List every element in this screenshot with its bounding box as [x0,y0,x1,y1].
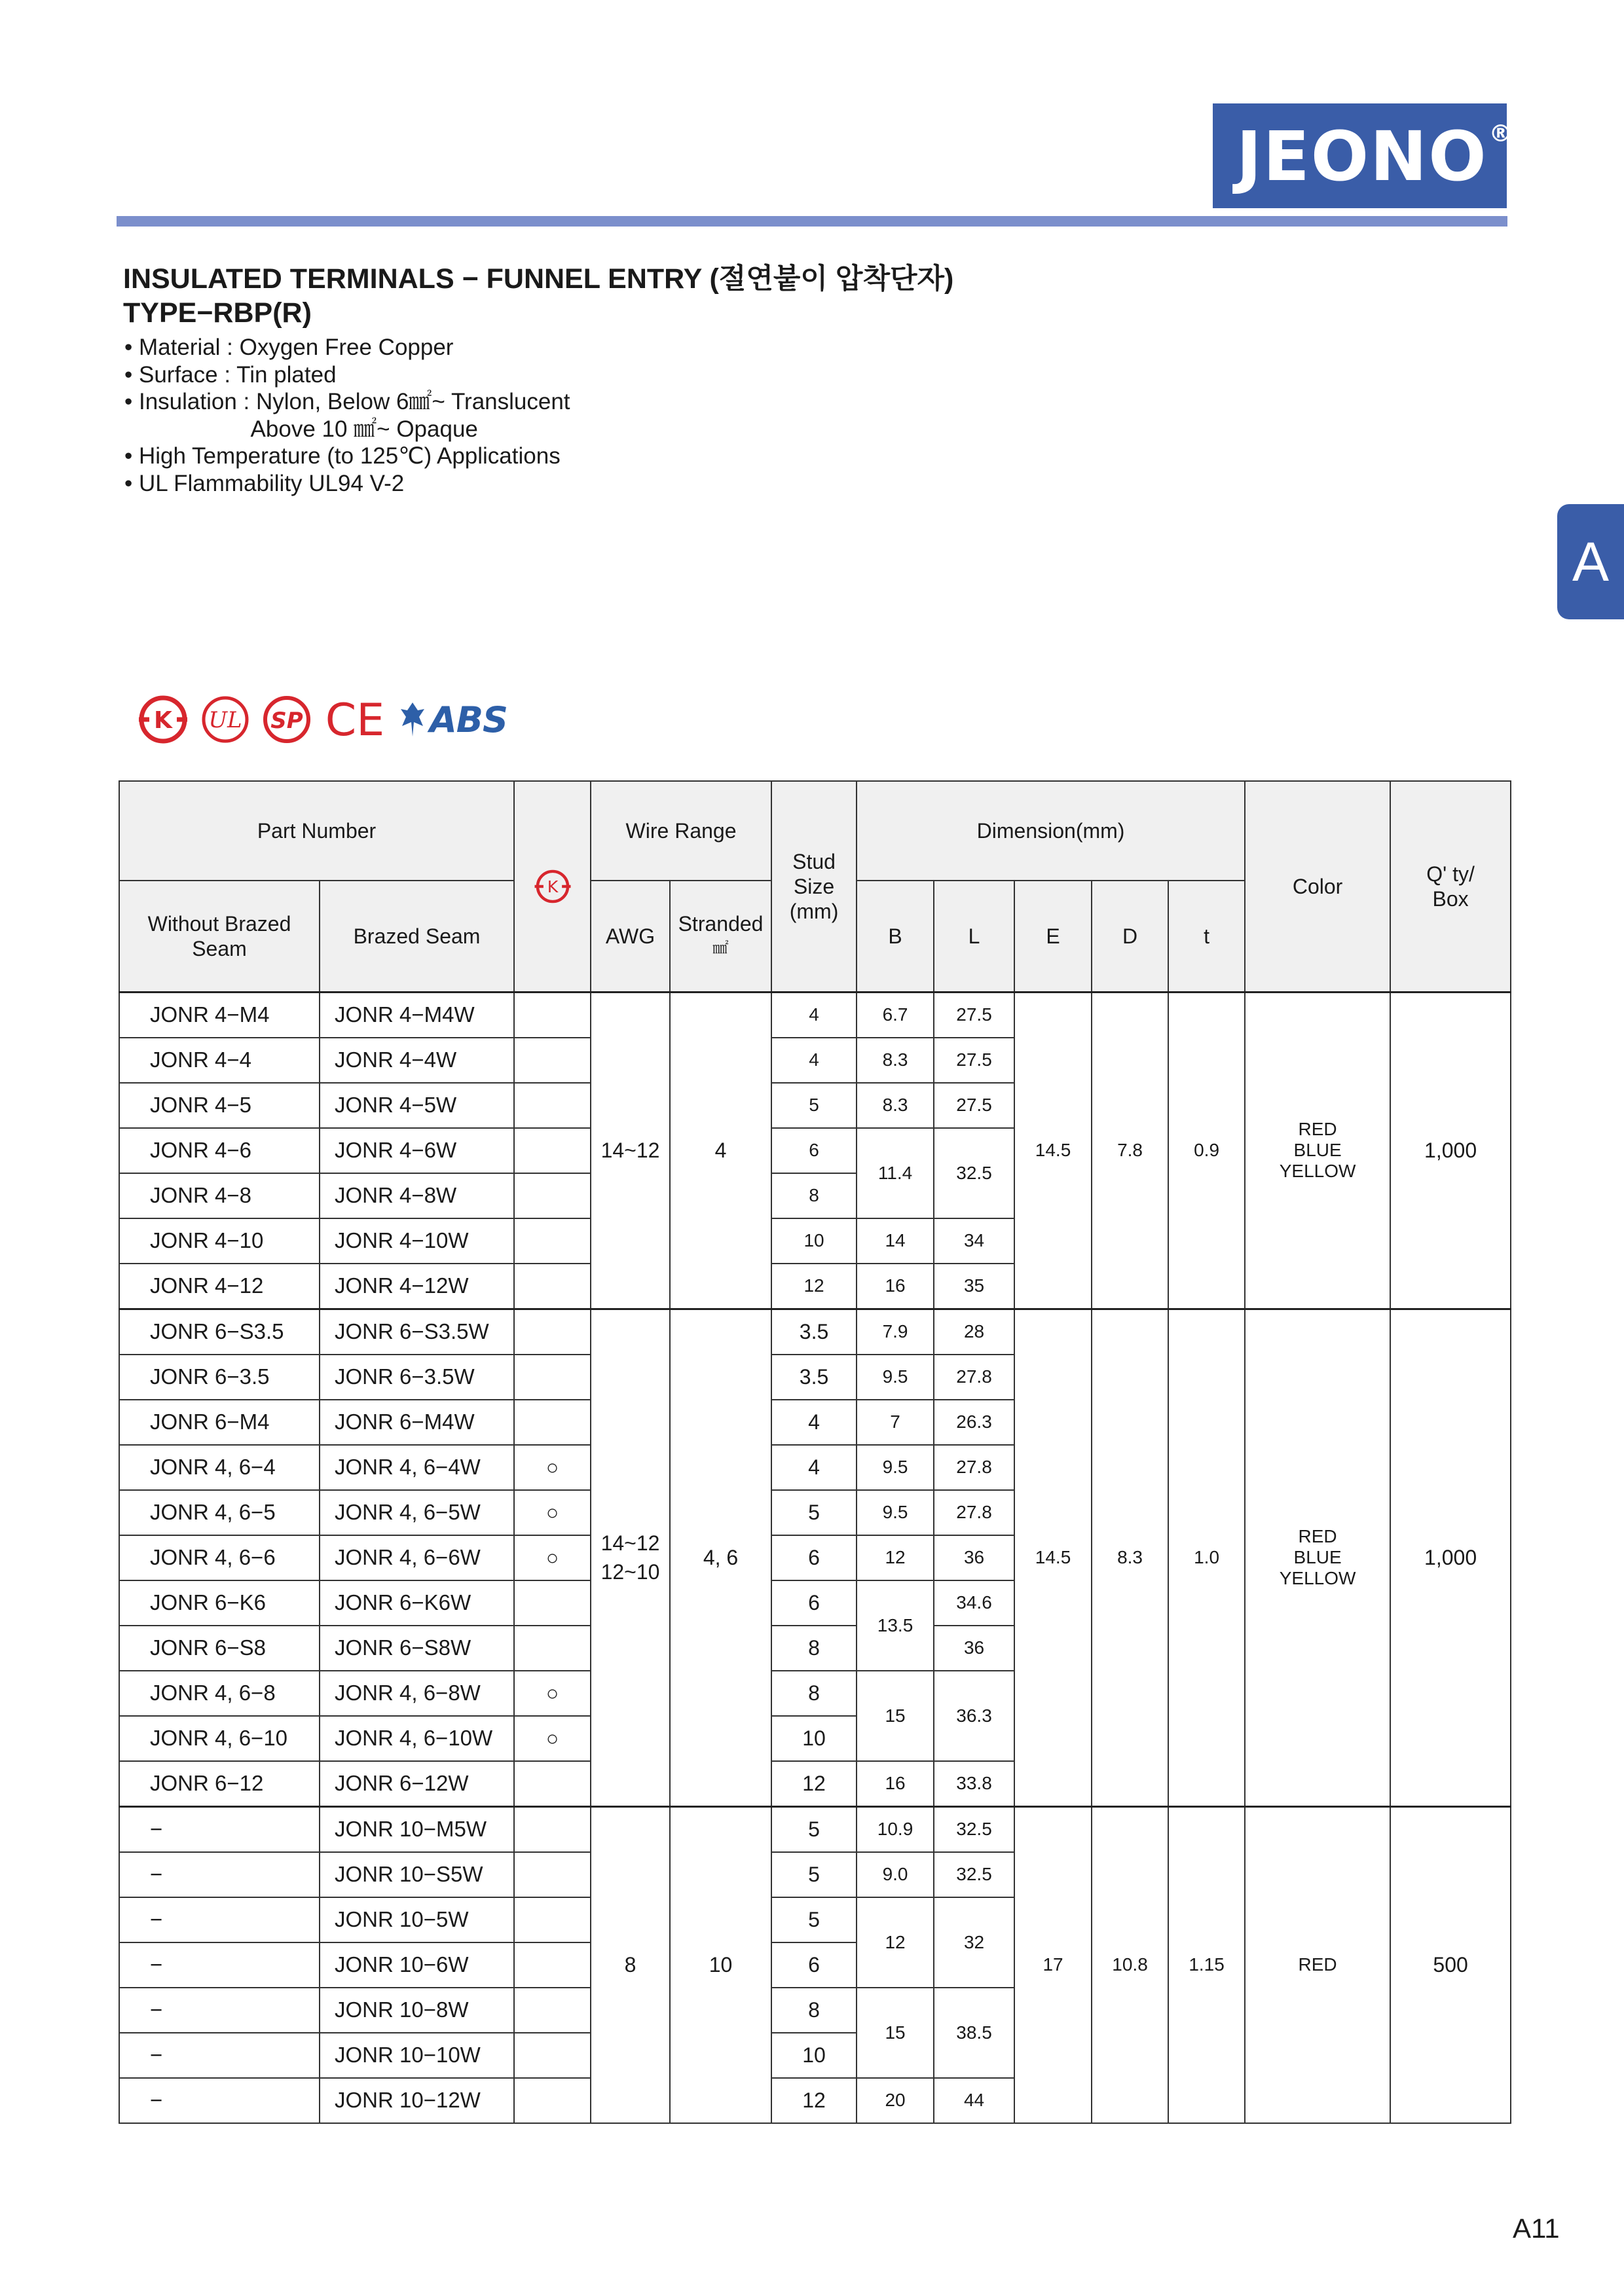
kc-cell [514,1038,591,1083]
kc-cell: ○ [514,1671,591,1716]
part-brazed-seam: JONR 4, 6−8W [320,1671,514,1716]
kc-cell [514,1626,591,1671]
product-table [119,780,1511,2124]
stud-size-cell: 4 [771,1400,857,1445]
color-value: YELLOW [1279,1161,1356,1181]
stranded-cell: 4 [670,992,771,1309]
kc-cell [514,1128,591,1173]
color-value: RED [1298,1954,1337,1975]
brazed-seam-header: Brazed Seam [320,881,514,992]
part-without-brazed: JONR 6−3.5 [119,1355,320,1400]
dim-e-cell: 14.5 [1014,992,1092,1309]
part-brazed-seam: JONR 4−6W [320,1128,514,1173]
dim-l-cell: 44 [934,2078,1014,2123]
stud-size-cell: 10 [771,1716,857,1761]
stud-size-cell: 3.5 [771,1309,857,1355]
stud-size-cell: 6 [771,1942,857,1988]
dim-t-header: t [1168,881,1245,992]
color-header: Color [1245,781,1390,992]
dim-l-cell: 38.5 [934,1988,1014,2078]
brand-logo [1213,103,1514,208]
dim-d-header: D [1092,881,1168,992]
spec-item: • Insulation : Nylon, Below 6㎟~ Translucent [124,389,570,414]
ul-mark-icon [200,695,250,744]
color-value: RED [1298,1526,1337,1546]
part-brazed-seam: JONR 10−S5W [320,1852,514,1897]
part-without-brazed: JONR 6−S8 [119,1626,320,1671]
dim-l-cell: 32 [934,1897,1014,1988]
title-line-1: INSULATED TERMINALS − FUNNEL ENTRY (절연붙이 압착단자) [123,263,954,295]
part-without-brazed: JONR 6−S3.5 [119,1309,320,1355]
dim-b-cell: 9.5 [857,1490,934,1535]
part-without-brazed: JONR 4−6 [119,1128,320,1173]
stud-size-cell: 8 [771,1173,857,1218]
dim-b-cell: 9.5 [857,1355,934,1400]
part-without-brazed: JONR 4, 6−10 [119,1716,320,1761]
spec-list [124,334,570,497]
stud-size-cell: 3.5 [771,1355,857,1400]
part-without-brazed: − [119,1806,320,1852]
stud-size-cell: 8 [771,1671,857,1716]
eagle-icon [398,700,427,739]
part-brazed-seam: JONR 4−8W [320,1173,514,1218]
dim-b-cell: 9.0 [857,1852,934,1897]
dim-b-cell: 8.3 [857,1083,934,1128]
dim-e-cell: 17 [1014,1806,1092,2123]
dim-l-cell: 36.3 [934,1671,1014,1761]
awg-cell: 14~12 [591,992,670,1309]
kc-cell: ○ [514,1535,591,1580]
dim-b-cell: 20 [857,2078,934,2123]
dim-l-cell: 26.3 [934,1400,1014,1445]
dim-l-cell: 33.8 [934,1761,1014,1807]
stud-size-cell: 12 [771,2078,857,2123]
part-without-brazed: JONR 4−M4 [119,992,320,1038]
dim-b-cell: 15 [857,1671,934,1761]
dim-l-cell: 34 [934,1218,1014,1264]
dim-d-cell: 7.8 [1092,992,1168,1309]
part-brazed-seam: JONR 6−K6W [320,1580,514,1626]
part-without-brazed: JONR 4−10 [119,1218,320,1264]
page-title [123,262,953,330]
abs-mark [398,699,507,740]
spec-item: • High Temperature (to 125℃) Applications [124,443,561,469]
stud-size-cell: 8 [771,1626,857,1671]
page-number: A11 [1513,2213,1560,2244]
dim-l-cell: 34.6 [934,1580,1014,1626]
part-brazed-seam: JONR 6−S3.5W [320,1309,514,1355]
stranded-header [670,881,771,992]
qty-label: Q' ty/ [1426,862,1475,886]
stud-size-cell: 5 [771,1490,857,1535]
abs-mark-label: ABS [430,699,507,740]
dim-b-header: B [857,881,934,992]
ce-mark-icon [323,695,386,744]
color-value: RED [1298,1119,1337,1139]
part-without-brazed: − [119,1988,320,2033]
kc-cell [514,1355,591,1400]
kc-cell [514,1852,591,1897]
dim-b-cell: 8.3 [857,1038,934,1083]
part-without-brazed: JONR 6−12 [119,1761,320,1807]
dim-d-cell: 10.8 [1092,1806,1168,2123]
part-brazed-seam: JONR 10−M5W [320,1806,514,1852]
kc-column-header [514,781,591,992]
qty-unit: Box [1432,886,1469,911]
part-without-brazed: − [119,1897,320,1942]
dim-b-cell: 12 [857,1535,934,1580]
part-brazed-seam: JONR 4, 6−6W [320,1535,514,1580]
kc-cell [514,2078,591,2123]
part-brazed-seam: JONR 10−6W [320,1942,514,1988]
stud-size-cell: 10 [771,2033,857,2078]
dim-b-cell: 6.7 [857,992,934,1038]
color-cell [1245,992,1390,1309]
part-brazed-seam: JONR 4−5W [320,1083,514,1128]
part-without-brazed: JONR 4−4 [119,1038,320,1083]
kc-cell: ○ [514,1445,591,1490]
dim-l-cell: 27.8 [934,1445,1014,1490]
spec-item: • UL Flammability UL94 V-2 [124,470,405,496]
kc-cell: ○ [514,1716,591,1761]
part-brazed-seam: JONR 10−8W [320,1988,514,2033]
kc-cell [514,1400,591,1445]
certification-marks [138,693,507,746]
ul-mark-label: UL [208,707,242,733]
part-without-brazed: JONR 4−12 [119,1264,320,1309]
dim-l-cell: 32.5 [934,1806,1014,1852]
dim-b-cell: 7 [857,1400,934,1445]
kc-mark-label: K [154,707,172,734]
title-line-2: TYPE−RBP(R) [123,297,312,329]
part-without-brazed: JONR 4−8 [119,1173,320,1218]
dim-e-cell: 14.5 [1014,1309,1092,1806]
dim-b-cell: 16 [857,1761,934,1807]
dim-b-cell: 10.9 [857,1806,934,1852]
stud-size-cell: 6 [771,1128,857,1173]
color-cell [1245,1806,1390,2123]
stud-size-cell: 6 [771,1535,857,1580]
kc-cell [514,1173,591,1218]
part-without-brazed: − [119,2033,320,2078]
dimension-header: Dimension(mm) [857,781,1245,881]
part-brazed-seam: JONR 10−12W [320,2078,514,2123]
qty-cell: 1,000 [1390,1309,1511,1806]
stranded-label: Stranded [678,911,764,936]
spec-item: • Surface : Tin plated [124,361,337,388]
kc-cell [514,1218,591,1264]
dim-e-header: E [1014,881,1092,992]
qty-cell: 500 [1390,1806,1511,2123]
dim-l-cell: 36 [934,1535,1014,1580]
awg-cell: 8 [591,1806,670,2123]
stud-size-cell: 5 [771,1897,857,1942]
stud-size-label: Stud Size [792,849,836,898]
kc-cell [514,1897,591,1942]
stud-size-unit: (mm) [789,899,839,923]
awg-cell: 14~12 12~10 [591,1309,670,1806]
stud-size-cell: 8 [771,1988,857,2033]
csa-mark-icon [262,695,312,744]
stud-size-cell: 5 [771,1083,857,1128]
color-value: BLUE [1293,1140,1342,1160]
dim-l-cell: 27.8 [934,1490,1014,1535]
kc-cell [514,1761,591,1807]
part-brazed-seam: JONR 4−12W [320,1264,514,1309]
kc-cell [514,1942,591,1988]
kc-cell [514,2033,591,2078]
part-brazed-seam: JONR 6−3.5W [320,1355,514,1400]
part-brazed-seam: JONR 4−4W [320,1038,514,1083]
dim-b-cell: 14 [857,1218,934,1264]
kc-mark-icon [138,694,189,745]
stranded-cell: 10 [670,1806,771,2123]
table-row [119,992,1511,1038]
part-brazed-seam: JONR 6−12W [320,1761,514,1807]
part-without-brazed: JONR 6−M4 [119,1400,320,1445]
part-without-brazed: JONR 6−K6 [119,1580,320,1626]
part-brazed-seam: JONR 6−M4W [320,1400,514,1445]
dim-l-cell: 36 [934,1626,1014,1671]
kc-cell [514,1083,591,1128]
dim-b-cell: 13.5 [857,1580,934,1671]
color-cell [1245,1309,1390,1806]
part-without-brazed: − [119,1852,320,1897]
part-without-brazed: − [119,2078,320,2123]
stranded-cell: 4, 6 [670,1309,771,1806]
part-brazed-seam: JONR 4−M4W [320,992,514,1038]
dim-l-cell: 35 [934,1264,1014,1309]
section-tab[interactable]: A [1557,504,1624,619]
stud-size-cell: 5 [771,1852,857,1897]
table-row [119,1806,1511,1852]
kc-cell: ○ [514,1490,591,1535]
part-without-brazed: − [119,1942,320,1988]
part-without-brazed: JONR 4, 6−4 [119,1445,320,1490]
dim-l-cell: 27.5 [934,1083,1014,1128]
part-without-brazed: JONR 4, 6−8 [119,1671,320,1716]
stud-size-cell: 6 [771,1580,857,1626]
kc-cell [514,1806,591,1852]
kc-mark-icon [534,867,572,905]
color-value: YELLOW [1279,1568,1356,1588]
spec-item: • Material : Oxygen Free Copper [124,335,454,360]
dim-t-cell: 0.9 [1168,992,1245,1309]
part-brazed-seam: JONR 10−10W [320,2033,514,2078]
brand-logo-text: JEONO [1236,117,1488,196]
stud-size-cell: 5 [771,1806,857,1852]
awg-header: AWG [591,881,670,992]
stud-size-header [771,781,857,992]
part-brazed-seam: JONR 4, 6−5W [320,1490,514,1535]
stud-size-cell: 4 [771,1445,857,1490]
dim-l-cell: 27.5 [934,1038,1014,1083]
dim-b-cell: 16 [857,1264,934,1309]
kc-cell [514,1580,591,1626]
qty-cell: 1,000 [1390,992,1511,1309]
dim-t-cell: 1.15 [1168,1806,1245,2123]
stud-size-cell: 12 [771,1761,857,1807]
part-brazed-seam: JONR 4, 6−10W [320,1716,514,1761]
csa-mark-label: SP [270,708,303,734]
dim-d-cell: 8.3 [1092,1309,1168,1806]
dim-b-cell: 11.4 [857,1128,934,1218]
spec-item: Above 10 ㎟~ Opaque [124,416,478,442]
dim-l-cell: 28 [934,1309,1014,1355]
dim-b-cell: 12 [857,1897,934,1988]
part-number-header: Part Number [119,781,514,881]
stud-size-cell: 10 [771,1218,857,1264]
without-brazed-header: Without Brazed Seam [119,881,320,992]
kc-column-label: K [547,877,558,896]
dim-b-cell: 15 [857,1988,934,2078]
header-rule [117,216,1507,227]
qty-header [1390,781,1511,992]
kc-cell [514,1309,591,1355]
kc-cell [514,992,591,1038]
dim-l-cell: 32.5 [934,1128,1014,1218]
dim-t-cell: 1.0 [1168,1309,1245,1806]
ce-mark-label: CE [325,695,385,744]
dim-l-cell: 32.5 [934,1852,1014,1897]
part-without-brazed: JONR 4, 6−6 [119,1535,320,1580]
wire-range-header: Wire Range [591,781,771,881]
part-brazed-seam: JONR 10−5W [320,1897,514,1942]
part-brazed-seam: JONR 6−S8W [320,1626,514,1671]
part-without-brazed: JONR 4−5 [119,1083,320,1128]
dim-l-header: L [934,881,1014,992]
part-brazed-seam: JONR 4, 6−4W [320,1445,514,1490]
stud-size-cell: 12 [771,1264,857,1309]
stud-size-cell: 4 [771,992,857,1038]
part-brazed-seam: JONR 4−10W [320,1218,514,1264]
table-row [119,1309,1511,1355]
registered-mark: ® [1488,120,1514,147]
dim-b-cell: 9.5 [857,1445,934,1490]
kc-cell [514,1264,591,1309]
kc-cell [514,1988,591,2033]
stud-size-cell: 4 [771,1038,857,1083]
dim-b-cell: 7.9 [857,1309,934,1355]
dim-l-cell: 27.8 [934,1355,1014,1400]
color-value: BLUE [1293,1547,1342,1567]
part-without-brazed: JONR 4, 6−5 [119,1490,320,1535]
dim-l-cell: 27.5 [934,992,1014,1038]
stranded-unit: ㎟ [712,939,729,957]
